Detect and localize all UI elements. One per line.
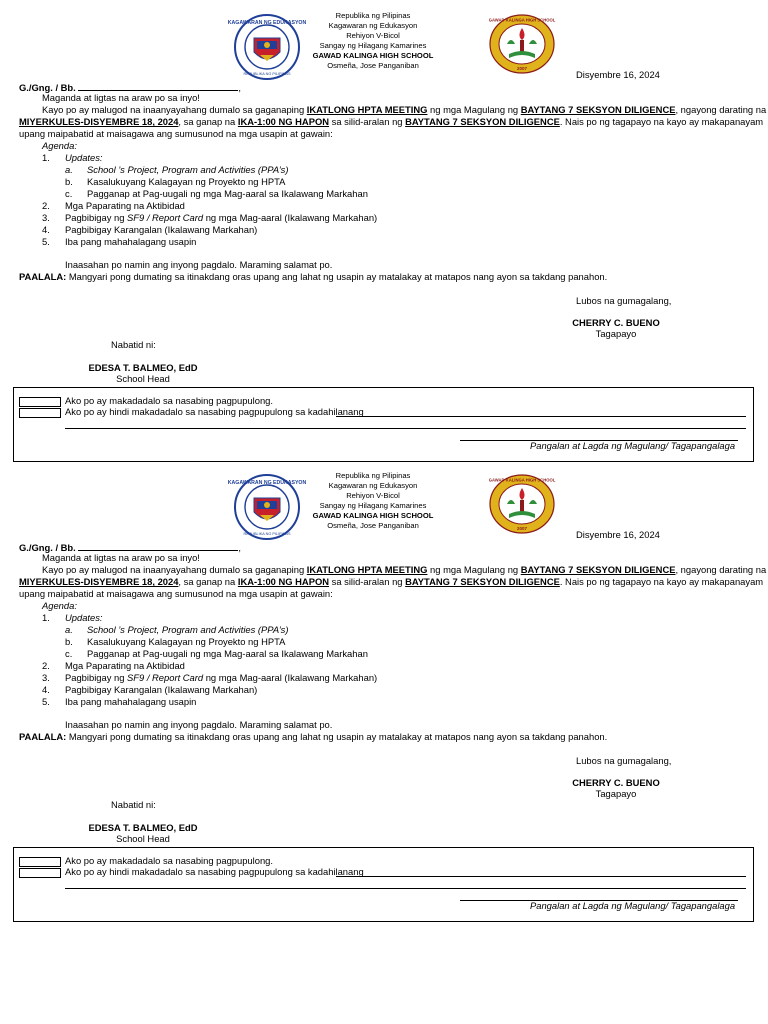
- letter-copy-1: [0, 0, 768, 462]
- body-line-2: [19, 116, 763, 128]
- agenda-item-text: Mga Paparating na Aktibidad: [65, 660, 185, 671]
- body-text: , sa ganap na: [178, 576, 238, 587]
- agenda-item-text: Pagbibigay Karangalan (Ikalawang Markahan): [65, 684, 258, 695]
- head-title: School Head: [116, 373, 170, 384]
- agenda-item: [42, 152, 50, 164]
- deped-logo-text: KAGAWARAN NG EDUKASYON: [227, 20, 307, 26]
- agenda-item-text: School ’s Project, Program and Activities (PPA’s): [87, 624, 289, 635]
- agenda-item-text: Updates:: [65, 612, 103, 623]
- meeting-time: IKA-1:00 NG HAPON: [237, 116, 330, 127]
- agenda-item-text: Pagbibigay Karangalan (Ikalawang Markahan): [65, 224, 258, 235]
- agenda-num: 4.: [42, 224, 50, 235]
- agenda-item-text: School ’s Project, Program and Activities (PPA’s): [87, 164, 289, 175]
- agenda-text: Pagbibigay ng: [65, 212, 128, 223]
- noted-label: Nabatid ni:: [111, 799, 156, 810]
- signature-label: Pangalan at Lagda ng Magulang/ Tagapangalaga: [530, 900, 736, 911]
- meeting-venue: BAYTANG 7 SEKSYON DILIGENCE: [405, 116, 560, 127]
- meeting-date: MIYERKULES-DISYEMBRE 18, 2024: [19, 116, 179, 127]
- letterhead: [298, 471, 448, 530]
- body-text: , ngayong darating na: [675, 564, 767, 575]
- greeting: Maganda at ligtas na araw po sa inyo!: [42, 92, 200, 103]
- reminder-label: PAALALA:: [19, 271, 67, 282]
- body-text: sa silid-aralan ng: [329, 116, 406, 127]
- salutation-label: G./Gng. / Bb.: [19, 542, 76, 553]
- body-line-1: [42, 564, 766, 576]
- reminder-label: PAALALA:: [19, 731, 67, 742]
- school-logo-year: 2007: [516, 526, 528, 531]
- letterhead-line: Rehiyon V-Bicol: [346, 490, 400, 500]
- reminder: [19, 731, 607, 743]
- meeting-venue: BAYTANG 7 SEKSYON DILIGENCE: [405, 576, 560, 587]
- letter-copy-2: [0, 460, 768, 922]
- body-line-2: [19, 576, 763, 588]
- deped-logo-subtext: REPUBLIKA NG PILIPINAS: [243, 72, 291, 76]
- attend-checkbox[interactable]: [19, 857, 61, 867]
- grade-section: BAYTANG 7 SEKSYON DILIGENCE: [520, 564, 676, 575]
- school-address: Osmeña, Jose Panganiban: [327, 520, 419, 530]
- thanks: Inaasahan po namin ang inyong pagdalo. Maraming salamat po.: [65, 259, 333, 270]
- attend-checkbox[interactable]: [19, 397, 61, 407]
- agenda-item-text: Pagganap at Pag-uugali ng mga Mag-aaral sa Ikalawang Markahan: [87, 648, 368, 659]
- agenda-num: 4.: [42, 684, 50, 695]
- meeting-name: IKATLONG HPTA MEETING: [306, 104, 428, 115]
- body-text: . Nais po ng tagapayo na kayo ay makapanayam: [559, 116, 764, 127]
- report-card: SF9 / Report Card: [127, 672, 204, 683]
- agenda-num: 1.: [42, 152, 50, 163]
- body-text: Kayo po ay malugod na inaanyayahang dumalo sa gaganaping: [42, 104, 307, 115]
- school-logo-text: GAWAD KALINGA HIGH SCHOOL: [488, 477, 556, 483]
- attend-label: Ako po ay makadadalo sa nasabing pagpupulong.: [65, 855, 273, 866]
- body-text: sa silid-aralan ng: [329, 576, 406, 587]
- thanks: Inaasahan po namin ang inyong pagdalo. Maraming salamat po.: [65, 719, 333, 730]
- attend-label: Ako po ay makadadalo sa nasabing pagpupulong.: [65, 395, 273, 406]
- reply-slip: [13, 847, 754, 922]
- salutation: G./Gng. / Bb. ,: [19, 542, 241, 553]
- agenda-label: Agenda:: [42, 140, 77, 151]
- letterhead-line: Kagawaran ng Edukasyon: [328, 480, 418, 490]
- agenda-item-text: Mga Paparating na Aktibidad: [65, 200, 185, 211]
- school-logo: [489, 14, 555, 74]
- greeting: Maganda at ligtas na araw po sa inyo!: [42, 552, 200, 563]
- head-name: EDESA T. BALMEO, EdD: [88, 362, 198, 373]
- school-name: GAWAD KALINGA HIGH SCHOOL: [312, 50, 434, 60]
- not-attend-label: Ako po ay hindi makadadalo sa nasabing pagpupulong sa kadahilanang: [65, 866, 364, 877]
- agenda-num: 3.: [42, 672, 50, 683]
- deped-logo-text: KAGAWARAN NG EDUKASYON: [227, 480, 307, 486]
- body-line-3: upang maipabatid at maisagawa ang sumusunod na mga usapin at gawain:: [19, 128, 333, 139]
- agenda-text: Pagbibigay ng: [65, 672, 128, 683]
- letterhead-line: Sangay ng Hilagang Kamarines: [319, 40, 427, 50]
- agenda-label: Agenda:: [42, 600, 77, 611]
- reason-line[interactable]: [336, 416, 746, 417]
- agenda-item-text: Updates:: [65, 152, 103, 163]
- head-title: School Head: [116, 833, 170, 844]
- agenda-num: 5.: [42, 696, 50, 707]
- agenda-item: [42, 612, 50, 624]
- not-attend-label: Ako po ay hindi makadadalo sa nasabing pagpupulong sa kadahilanang: [65, 406, 364, 417]
- adviser-name: CHERRY C. BUENO: [572, 317, 660, 328]
- meeting-date: MIYERKULES-DISYEMBRE 18, 2024: [19, 576, 179, 587]
- adviser-title: Tagapayo: [595, 328, 637, 339]
- agenda-item-text: Iba pang mahahalagang usapin: [65, 236, 197, 247]
- agenda-num: 2.: [42, 660, 50, 671]
- reminder: [19, 271, 607, 283]
- agenda-item-text: Iba pang mahahalagang usapin: [65, 696, 197, 707]
- reminder-text: Mangyari pong dumating sa itinakdang oras upang ang lahat ng usapin ay matalakay at matapos nang ayon sa takdang panahon.: [66, 271, 608, 282]
- agenda-subnum: c.: [65, 648, 73, 659]
- not-attend-checkbox[interactable]: [19, 408, 61, 418]
- name-blank: [78, 541, 238, 551]
- letter-date: Disyembre 16, 2024: [576, 69, 660, 80]
- agenda-subnum: a.: [65, 164, 73, 175]
- school-address: Osmeña, Jose Panganiban: [327, 60, 419, 70]
- reminder-text: Mangyari pong dumating sa itinakdang oras upang ang lahat ng usapin ay matalakay at matapos nang ayon sa takdang panahon.: [66, 731, 608, 742]
- body-text: , sa ganap na: [178, 116, 238, 127]
- deped-seal-logo: [227, 14, 307, 80]
- letterhead-line: Rehiyon V-Bicol: [346, 30, 400, 40]
- letterhead-line: Kagawaran ng Edukasyon: [328, 20, 418, 30]
- deped-seal-logo: [227, 474, 307, 540]
- body-text: . Nais po ng tagapayo na kayo ay makapanayam: [559, 576, 764, 587]
- adviser-name: CHERRY C. BUENO: [572, 777, 660, 788]
- body-line-3: upang maipabatid at maisagawa ang sumusunod na mga usapin at gawain:: [19, 588, 333, 599]
- body-text: ng mga Magulang ng: [427, 564, 521, 575]
- body-text: ng mga Magulang ng: [427, 104, 521, 115]
- letterhead: [298, 11, 448, 70]
- body-line-1: [42, 104, 766, 116]
- school-logo-year: 2007: [516, 66, 528, 71]
- salutation-label: G./Gng. / Bb.: [19, 82, 76, 93]
- report-card: SF9 / Report Card: [127, 212, 204, 223]
- agenda-num: 1.: [42, 612, 50, 623]
- agenda-num: 5.: [42, 236, 50, 247]
- agenda-subnum: b.: [65, 636, 73, 647]
- agenda-item-text: Kasalukuyang Kalagayan ng Proyekto ng HPTA: [87, 636, 286, 647]
- meeting-time: IKA-1:00 NG HAPON: [237, 576, 330, 587]
- letter-date: Disyembre 16, 2024: [576, 529, 660, 540]
- head-name: EDESA T. BALMEO, EdD: [88, 822, 198, 833]
- not-attend-checkbox[interactable]: [19, 868, 61, 878]
- letterhead-line: Republika ng Pilipinas: [335, 471, 411, 480]
- agenda-item-text: [65, 672, 377, 684]
- reply-slip: [13, 387, 754, 462]
- reason-line[interactable]: [336, 876, 746, 877]
- agenda-subnum: b.: [65, 176, 73, 187]
- deped-logo-subtext: REPUBLIKA NG PILIPINAS: [243, 532, 291, 536]
- body-text: , ngayong darating na: [675, 104, 767, 115]
- body-text: Kayo po ay malugod na inaanyayahang dumalo sa gaganaping: [42, 564, 307, 575]
- letterhead-line: Republika ng Pilipinas: [335, 11, 411, 20]
- grade-section: BAYTANG 7 SEKSYON DILIGENCE: [520, 104, 676, 115]
- closing: Lubos na gumagalang,: [576, 755, 672, 766]
- reason-line[interactable]: [65, 888, 746, 889]
- agenda-subnum: a.: [65, 624, 73, 635]
- agenda-text: ng mga Mag-aaral (Ikalawang Markahan): [203, 672, 378, 683]
- salutation: G./Gng. / Bb. ,: [19, 82, 241, 93]
- agenda-item-text: Kasalukuyang Kalagayan ng Proyekto ng HPTA: [87, 176, 286, 187]
- school-logo: [489, 474, 555, 534]
- agenda-num: 2.: [42, 200, 50, 211]
- agenda-subnum: c.: [65, 188, 73, 199]
- agenda-num: 3.: [42, 212, 50, 223]
- agenda-item-text: [65, 212, 377, 224]
- school-name: GAWAD KALINGA HIGH SCHOOL: [312, 510, 434, 520]
- school-logo-text: GAWAD KALINGA HIGH SCHOOL: [488, 17, 556, 23]
- agenda-text: ng mga Mag-aaral (Ikalawang Markahan): [203, 212, 378, 223]
- noted-label: Nabatid ni:: [111, 339, 156, 350]
- letterhead-line: Sangay ng Hilagang Kamarines: [319, 500, 427, 510]
- reason-line[interactable]: [65, 428, 746, 429]
- agenda-item-text: Pagganap at Pag-uugali ng mga Mag-aaral sa Ikalawang Markahan: [87, 188, 368, 199]
- name-blank: [78, 81, 238, 91]
- meeting-name: IKATLONG HPTA MEETING: [306, 564, 428, 575]
- adviser-title: Tagapayo: [595, 788, 637, 799]
- signature-label: Pangalan at Lagda ng Magulang/ Tagapangalaga: [530, 440, 736, 451]
- closing: Lubos na gumagalang,: [576, 295, 672, 306]
